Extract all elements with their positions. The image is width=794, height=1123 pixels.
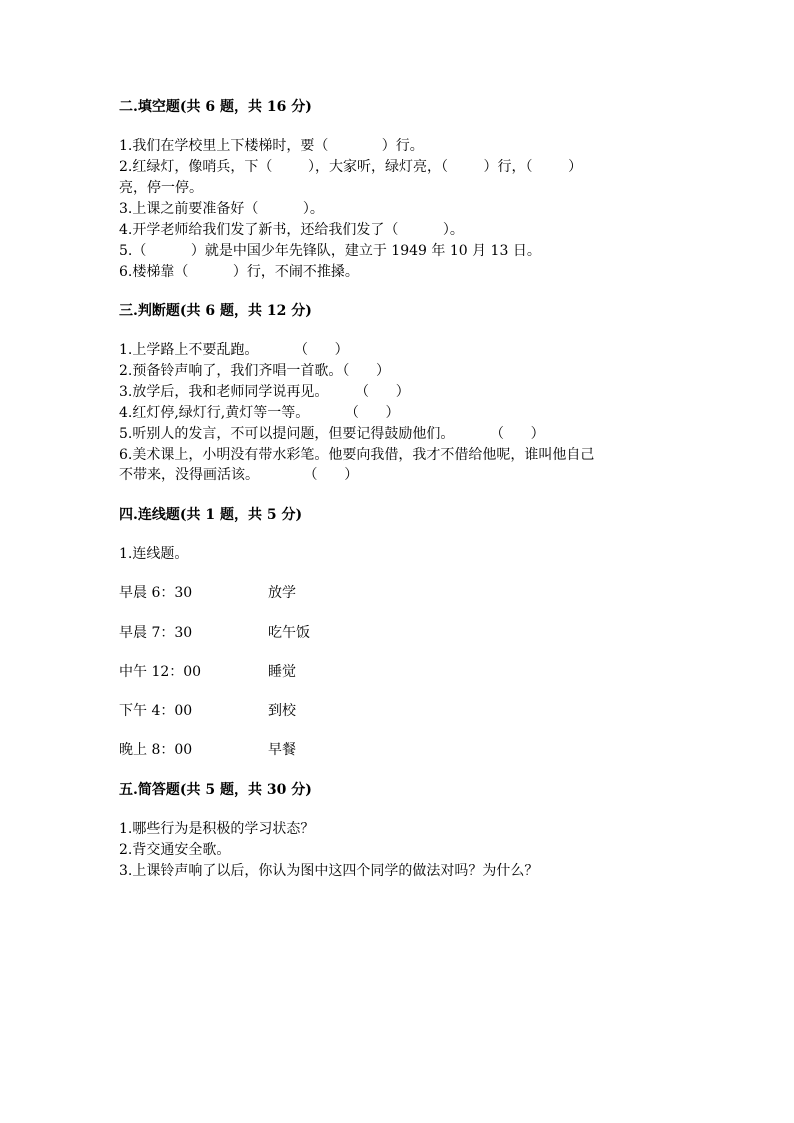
matching-left-item: 早晨 6：30 bbox=[119, 585, 193, 601]
matching-left-item: 中午 12：00 bbox=[119, 664, 202, 680]
section-5-heading: 五.简答题(共 5 题，共 30 分) bbox=[119, 782, 312, 798]
short-answer-question-2: 2.背交通安全歌。 bbox=[119, 842, 231, 858]
matching-right-item: 睡觉 bbox=[268, 664, 296, 680]
section-4-heading: 四.连线题(共 1 题，共 5 分) bbox=[119, 507, 303, 523]
judge-question-6-line-1: 6.美术课上，小明没有带水彩笔。他要向我借，我才不借给他呢，谁叫他自己 bbox=[119, 447, 595, 463]
fill-question-2-line-2: 亮，停一停。 bbox=[119, 180, 203, 196]
fill-question-5: 5.（ ）就是中国少年先锋队，建立于 1949 年 10 月 13 日。 bbox=[119, 243, 541, 259]
matching-left-item: 晚上 8：00 bbox=[119, 742, 193, 758]
section-2-heading: 二.填空题(共 6 题，共 16 分) bbox=[119, 99, 312, 115]
matching-left-item: 下午 4：00 bbox=[119, 703, 193, 719]
judge-question-5: 5.听别人的发言，不可以提问题，但要记得鼓励他们。 （ ） bbox=[119, 426, 545, 442]
fill-question-4: 4.开学老师给我们发了新书，还给我们发了（ ）。 bbox=[119, 222, 464, 238]
judge-question-1: 1.上学路上不要乱跑。 （ ） bbox=[119, 342, 349, 358]
fill-question-2-line-1: 2.红绿灯，像哨兵，下（ ），大家听，绿灯亮，（ ）行，（ ） bbox=[119, 159, 583, 175]
section-3-heading: 三.判断题(共 6 题，共 12 分) bbox=[119, 303, 312, 319]
matching-right-item: 到校 bbox=[268, 703, 296, 719]
fill-question-3: 3.上课之前要准备好（ ）。 bbox=[119, 201, 324, 217]
matching-left-item: 早晨 7：30 bbox=[119, 625, 193, 641]
short-answer-question-1: 1.哪些行为是积极的学习状态？ bbox=[119, 821, 315, 837]
judge-question-4: 4.红灯停,绿灯行,黄灯等一等。 （ ） bbox=[119, 405, 400, 421]
matching-right-item: 吃午饭 bbox=[268, 625, 310, 641]
judge-question-6-line-2: 不带来，没得画活该。 （ ） bbox=[119, 467, 359, 483]
fill-question-6: 6.楼梯靠（ ）行，不闹不推搡。 bbox=[119, 264, 359, 280]
fill-question-1: 1.我们在学校里上下楼梯时，要（ ）行。 bbox=[119, 138, 424, 154]
judge-question-2: 2.预备铃声响了，我们齐唱一首歌。（ ） bbox=[119, 363, 391, 379]
short-answer-question-3: 3.上课铃声响了以后，你认为图中这四个同学的做法对吗？为什么？ bbox=[119, 863, 539, 879]
matching-question-1: 1.连线题。 bbox=[119, 546, 189, 562]
matching-right-item: 放学 bbox=[268, 585, 296, 601]
judge-question-3: 3.放学后，我和老师同学说再见。 （ ） bbox=[119, 384, 410, 400]
matching-right-item: 早餐 bbox=[268, 742, 296, 758]
